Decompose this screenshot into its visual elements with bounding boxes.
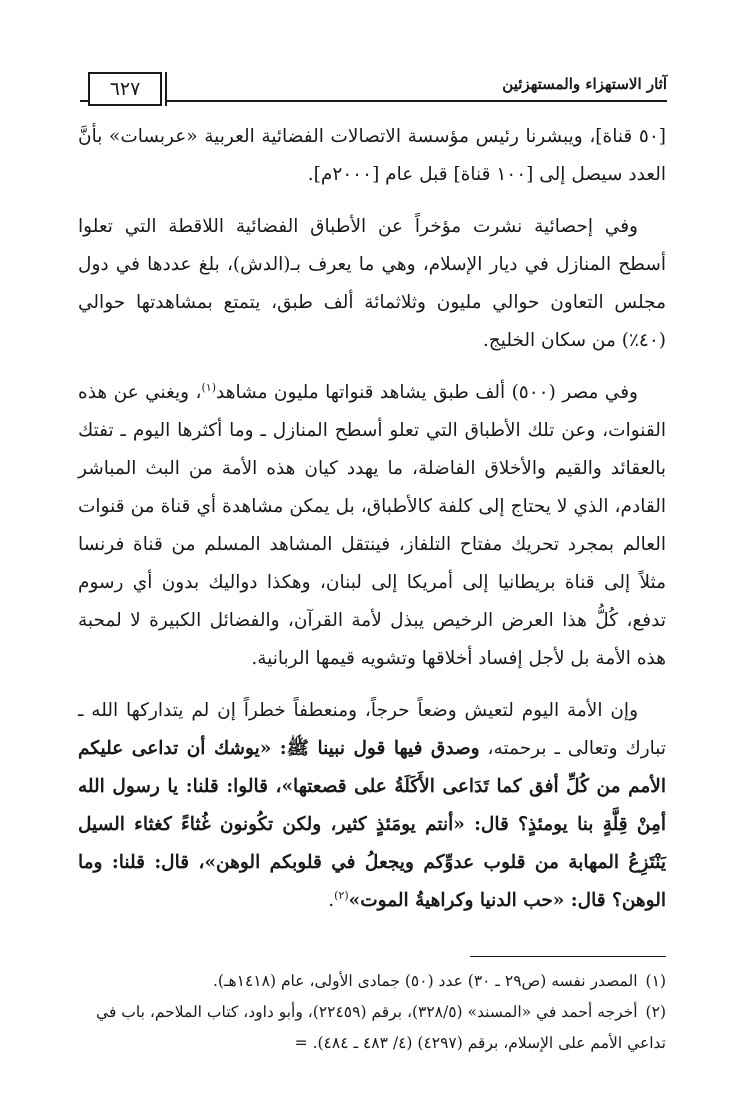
footnote-2 <box>62 997 666 1059</box>
book-title: آثار الاستهزاء والمستهزئين <box>502 75 667 93</box>
footnote-ref-2[interactable]: (٢) <box>334 888 349 902</box>
page-number: ٦٢٧ <box>88 72 162 106</box>
footnote-number: (٢) <box>645 1003 666 1021</box>
paragraph-3 <box>78 374 666 678</box>
footnote-ref-1[interactable]: (١) <box>201 380 216 394</box>
page-header <box>80 66 667 106</box>
paragraph-3-start: وفي مصر (٥٠٠) ألف طبق يشاهد قنواتها مليون مشاهد <box>216 382 638 403</box>
footnote-separator <box>470 956 666 957</box>
paragraph-4 <box>78 692 666 920</box>
footnote-text: المصدر نفسه (ص٢٩ ـ ٣٠) عدد (٥٠) جمادى الأولى، عام (١٤١٨هـ). <box>212 972 638 990</box>
header-rule <box>80 100 667 102</box>
footnotes <box>62 966 666 1059</box>
footnote-1 <box>62 966 666 997</box>
paragraph-4-start: وإن الأمة اليوم لتعيش وضعاً حرجاً، ومنعطفاً خطراً إن لم يتداركها الله ـ تبارك وتعالى ـ برحمته، <box>78 700 666 759</box>
footnote-text: أخرجه أحمد في «المسند» (٣٢٨/٥)، برقم (٢٢٤٥٩)، وأبو داود، كتاب الملاحم، باب في تداعي الأمم على الإسلام، برقم (٤٢٩٧) (٤/ ٤٨٣ ـ ٤٨٤). = <box>96 1003 666 1052</box>
paragraph-1: [٥٠ قناة]، ويبشرنا رئيس مؤسسة الاتصالات الفضائية العربية «عربسات» بأنَّ العدد سيصل إلى [١٠٠ قناة] قبل عام [٢٠٠٠م]. <box>78 126 666 185</box>
hadith-quote: وصدق فيها قول نبينا ﷺ: «يوشك أن تداعى عليكم الأمم من كُلِّ أفق كما تَدَاعى الأَكَلَةُ على قصعتها»، قالوا: قلنا: يا رسول الله أمِنْ قِلَّةٍ بنا يومئذٍ؟ قال: «أنتم يومَئذٍ كثير، ولكن تكُونون غُثاءً كغثاء السيل يَنْتَزِعُ المهابة من قلوب عدوِّكم ويجعلُ في قلوبكم الوهن»، قال: قلنا: وما الوهن؟ قال: «حب الدنيا وكراهيةُ الموت» <box>78 738 666 911</box>
paragraph-4-end: . <box>328 890 335 911</box>
main-text <box>78 118 666 934</box>
footnote-number: (١) <box>645 972 666 990</box>
paragraph-3-rest: ، ويغني عن هذه القنوات، وعن تلك الأطباق التي تعلو أسطح المنازل ـ وما أكثرها اليوم ـ تفتك بالعقائد والقيم والأخلاق الفاضلة، ما يهدد كيان هذه الأمة من البث المباشر القادم، الذي لا يحتاج إلى كلفة كالأطباق، بل يمكن مشاهدة أي قناة من قنوات العالم بمجرد تحريك مفتاح التلفاز، فينتقل المشاهد المسلم من قناة فرنسا مثلاً إلى قناة بريطانيا إلى أمريكا إلى لبنان، وهكذا دواليك بدون أي رسوم تدفع، كُلُّ هذا العرض الرخيص يبذل لأمة القرآن، والفضائل الكبيرة لا لمحبة هذه الأمة بل لأجل إفساد أخلاقها وتشويه قيمها الربانية. <box>78 382 666 669</box>
paragraph-2: وفي إحصائية نشرت مؤخراً عن الأطباق الفضائية اللاقطة التي تعلوا أسطح المنازل في ديار الإسلام، وهي ما يعرف بـ(الدش)، بلغ عددها في دول مجلس التعاون حوالي مليون وثلاثمائة ألف طبق، يتمتع بمشاهدتها حوالي (٤٠٪) من سكان الخليج. <box>78 216 666 351</box>
